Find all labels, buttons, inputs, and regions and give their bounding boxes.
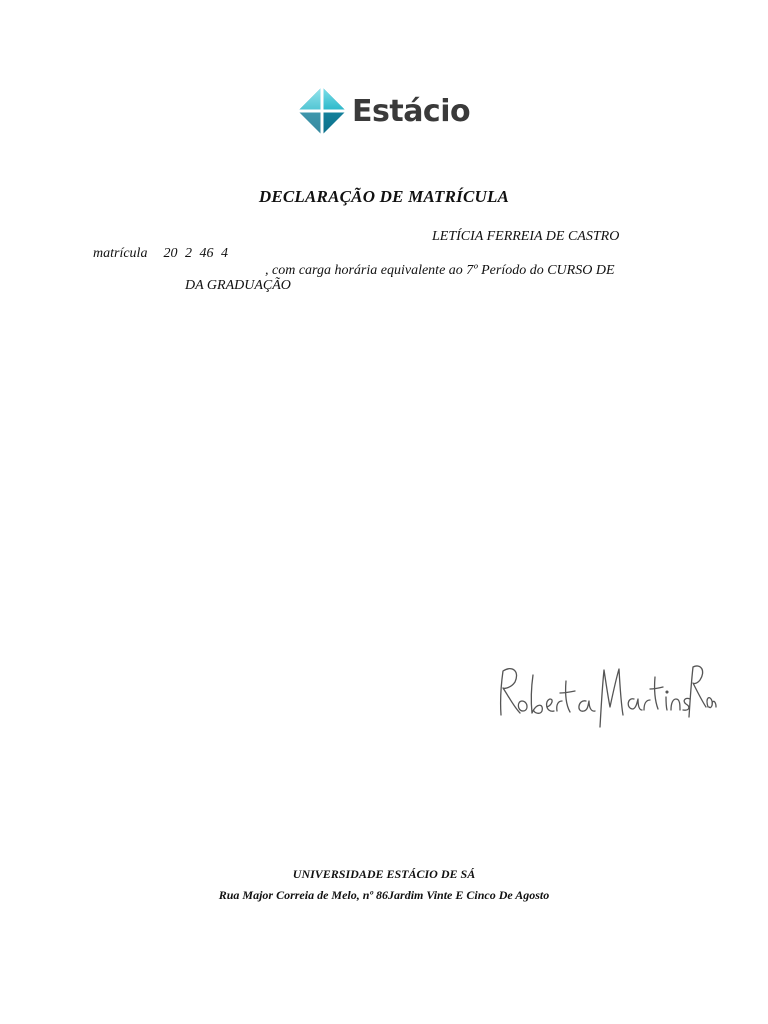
matricula-number: 20 2 46 4	[163, 246, 228, 261]
logo-wordmark: Estácio	[352, 93, 471, 129]
footer-institution: UNIVERSIDADE ESTÁCIO DE SÁ	[292, 867, 476, 881]
document-title: DECLARAÇÃO DE MATRÍCULA	[258, 187, 510, 206]
student-name: LETÍCIA FERREIA DE CASTRO	[432, 229, 620, 244]
matricula-label: matrícula	[93, 246, 148, 261]
handwritten-signature	[492, 655, 718, 739]
matricula-line	[93, 246, 228, 262]
estacio-logo-icon	[296, 85, 348, 137]
estacio-logo	[296, 84, 470, 138]
footer-address: Rua Major Correia de Melo, nº 86Jardim Vinte E Cinco De Agosto	[218, 888, 550, 902]
graduacao-text: DA GRADUAÇÃO	[185, 278, 291, 293]
carga-horaria-text: , com carga horária equivalente ao 7º Período do CURSO DE	[265, 263, 615, 278]
